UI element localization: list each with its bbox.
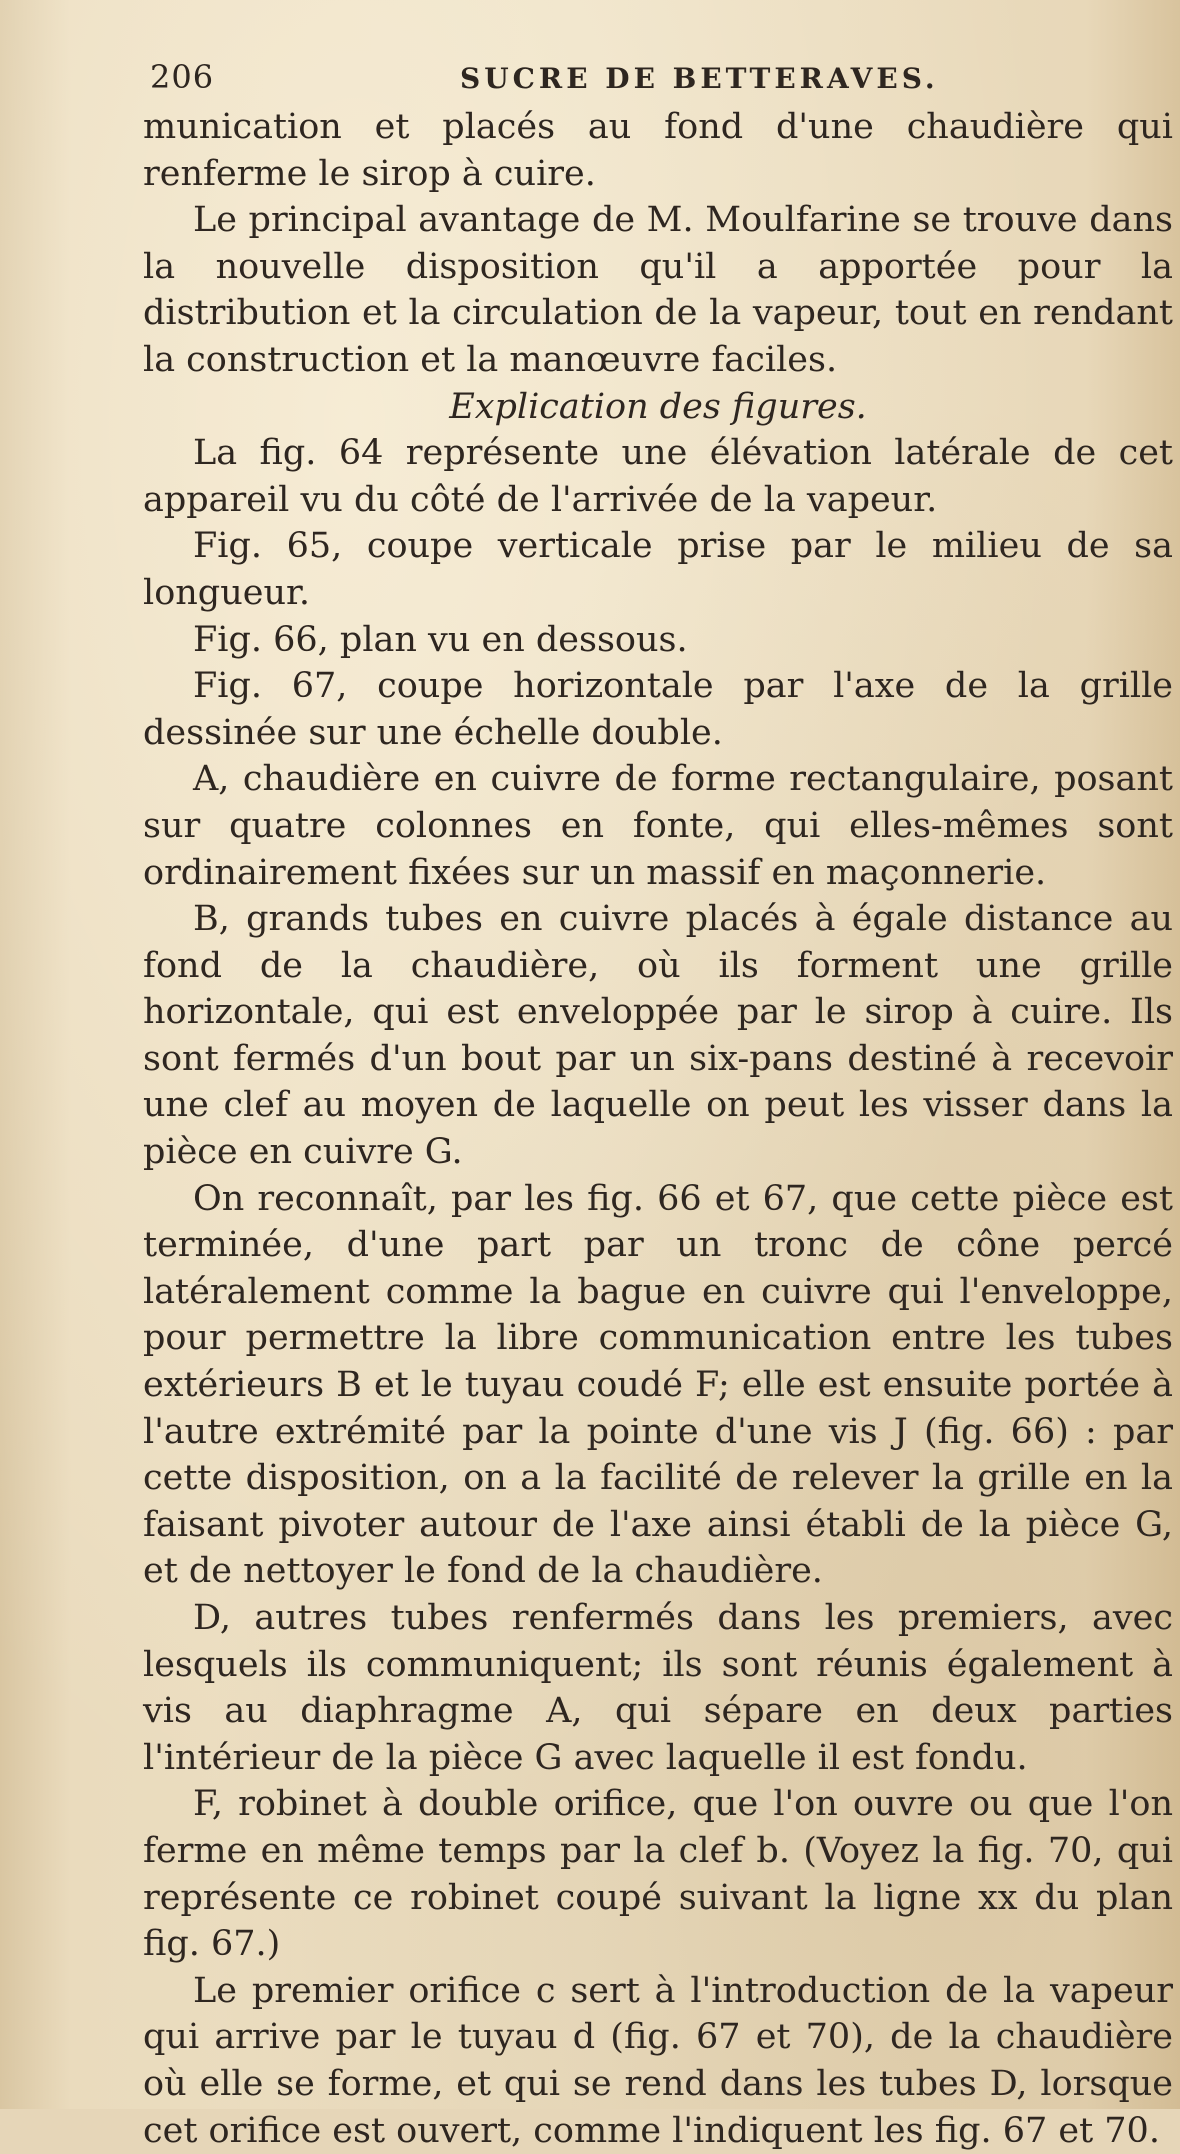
paragraph: F, robinet à double orifice, que l'on ouvre ou que l'on ferme en même temps par la clef b. (Voyez la fig. 70, qui représente ce robinet coupé suivant la ligne xx du plan fig. 67.) — [143, 1784, 1173, 1965]
paragraph: Fig. 66, plan vu en dessous. — [193, 619, 688, 660]
paragraph: Fig. 65, coupe verticale prise par le milieu de sa longueur. — [143, 526, 1173, 613]
body-text — [143, 104, 1173, 2154]
paragraph: A, chaudière en cuivre de forme rectangulaire, posant sur quatre colonnes en fonte, qui elles-mêmes sont ordinairement fixées sur un massif en maçonnerie. — [143, 759, 1173, 893]
paragraph: Le principal avantage de M. Moulfarine se trouve dans la nouvelle disposition qu'il a apportée pour la distribution et la circulation de la vapeur, tout en rendant la construction et la manœuvre faciles. — [143, 200, 1173, 380]
paragraph: Fig. 67, coupe horizontale par l'axe de la grille dessinée sur une échelle double. — [143, 666, 1173, 753]
paragraph: munication et placés au fond d'une chaudière qui renferme le sirop à cuire. — [143, 107, 1173, 194]
paragraph: On reconnaît, par les fig. 66 et 67, que cette pièce est terminée, d'une part par un tronc de cône percé latéralement comme la bague en cuivre qui l'enveloppe, pour permettre la libre communication entre les tubes extérieurs B et le tuyau coudé F; elle est ensuite portée à l'autre extrémité par la pointe d'une vis J (fig. 66) : par cette disposition, on a la facilité de relever la grille en la faisant pivoter autour de l'axe ainsi établi de la pièce G, et de nettoyer le fond de la chaudière. — [143, 1178, 1173, 1592]
running-title: SUCRE DE BETTERAVES. — [460, 62, 939, 95]
paragraph: La fig. 64 représente une élévation latérale de cet appareil vu du côté de l'arrivée de la vapeur. — [143, 433, 1173, 520]
section-heading: Explication des figures. — [449, 386, 867, 427]
paragraph: B, grands tubes en cuivre placés à égale distance au fond de la chaudière, où ils forment une grille horizontale, qui est enveloppée par le sirop à cuire. Ils sont fermés d'un bout par un six-pans destiné à recevoir une clef au moyen de laquelle on peut les visser dans la pièce en cuivre G. — [143, 899, 1173, 1173]
page-header — [150, 52, 1160, 102]
page-number: 206 — [150, 58, 215, 96]
paragraph: Le premier orifice c sert à l'introduction de la vapeur qui arrive par le tuyau d (fig. 67 et 70), de la chaudière où elle se forme, et qui se rend dans les tubes D, lorsque cet orifice est ouvert, comme l'indiquent les fig. 67 et 70. — [143, 1970, 1173, 2151]
paragraph: D, autres tubes renfermés dans les premiers, avec lesquels ils communiquent; ils sont réunis également à vis au diaphragme A, qui sépare en deux parties l'intérieur de la pièce G avec laquelle il est fondu. — [143, 1598, 1173, 1778]
